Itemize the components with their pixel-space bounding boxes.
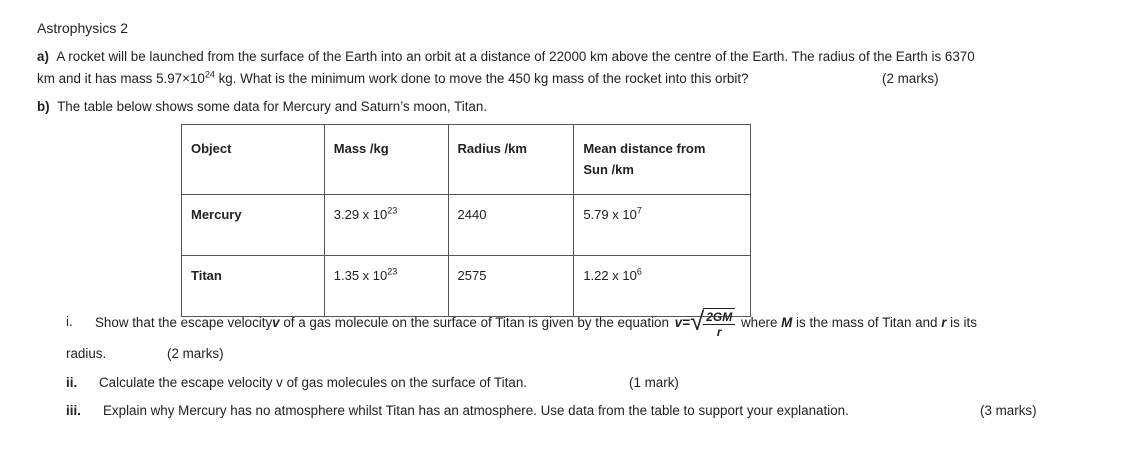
equation-fraction (703, 310, 735, 339)
var-r: r (941, 314, 947, 330)
part-a-label: a) (37, 49, 49, 64)
header-mean-distance-line2: Sun /km (583, 162, 634, 177)
cell-distance-exponent: 6 (636, 266, 642, 277)
part-a-marks: (2 marks) (882, 71, 939, 86)
escape-velocity-equation (675, 306, 736, 339)
question-i-text-mid: of a gas molecule on the surface of Titan is given by the equation (279, 314, 673, 330)
equation-lhs: v= (674, 314, 690, 330)
question-ii-label: ii. (66, 375, 78, 390)
equation-numerator: 2GM (703, 310, 735, 325)
data-table (181, 124, 751, 317)
header-radius: Radius /km (448, 125, 574, 195)
var-M: M (781, 314, 793, 330)
header-mean-distance-line1: Mean distance from (583, 141, 706, 156)
cell-mass-base: 1.35 x 10 (333, 268, 388, 283)
header-mean-distance (574, 125, 751, 195)
header-object: Object (182, 125, 325, 195)
question-i-text-after3: is its (946, 314, 977, 330)
part-a-text-line2-pre: km and it has mass 5.97×10 (37, 71, 205, 86)
part-a-line1 (37, 49, 975, 64)
question-i-marks: (2 marks) (167, 346, 224, 361)
question-i-label: i. (66, 314, 73, 329)
question-iii-text: Explain why Mercury has no atmosphere whilst Titan has an atmosphere. Use data from the table to support your explanation. (103, 403, 849, 418)
cell-distance-base: 5.79 x 10 (583, 207, 637, 222)
cell-distance (574, 195, 751, 256)
part-b-text: The table below shows some data for Mercury and Saturn’s moon, Titan. (57, 99, 488, 114)
part-a-line2 (37, 71, 749, 86)
question-i-text-after1: where (737, 314, 782, 330)
question-i-line1 (95, 302, 977, 342)
question-i-text-pre: Show that the escape velocity (95, 314, 273, 330)
var-v: v (272, 314, 280, 330)
square-root (690, 306, 735, 339)
section-title: Astrophysics 2 (37, 20, 129, 36)
table-header-row (182, 125, 751, 195)
header-mass: Mass /kg (324, 125, 448, 195)
radical-sign-icon: √ (689, 305, 705, 336)
question-ii-marks: (1 mark) (629, 375, 679, 390)
cell-radius: 2575 (448, 256, 574, 317)
cell-radius: 2440 (448, 195, 574, 256)
cell-mass (324, 195, 448, 256)
cell-mass-exponent: 23 (387, 205, 398, 216)
cell-distance-exponent: 7 (636, 205, 642, 216)
question-iii-marks: (3 marks) (980, 403, 1037, 418)
table-row (182, 195, 751, 256)
cell-object: Mercury (182, 195, 325, 256)
earth-mass-exponent: 24 (204, 69, 215, 80)
question-i-text-after2: is the mass of Titan and (792, 314, 942, 330)
cell-mass-base: 3.29 x 10 (333, 207, 388, 222)
equation-denominator: r (716, 324, 722, 339)
part-b-line (37, 99, 487, 114)
part-a-text-line1: A rocket will be launched from the surface of the Earth into an orbit at a distance of 22000 km above the centre of the Earth. The radius of the Earth is 6370 (56, 49, 975, 64)
cell-object: Titan (182, 256, 325, 317)
cell-mass-exponent: 23 (387, 266, 398, 277)
cell-distance-base: 1.22 x 10 (583, 268, 637, 283)
question-iii-label: iii. (66, 403, 81, 418)
part-b-label: b) (37, 99, 50, 114)
question-ii-text: Calculate the escape velocity v of gas molecules on the surface of Titan. (99, 375, 527, 390)
question-i-line2: radius. (66, 346, 107, 361)
part-a-text-line2-post: kg. What is the minimum work done to move the 450 kg mass of the rocket into this orbit? (214, 71, 749, 86)
